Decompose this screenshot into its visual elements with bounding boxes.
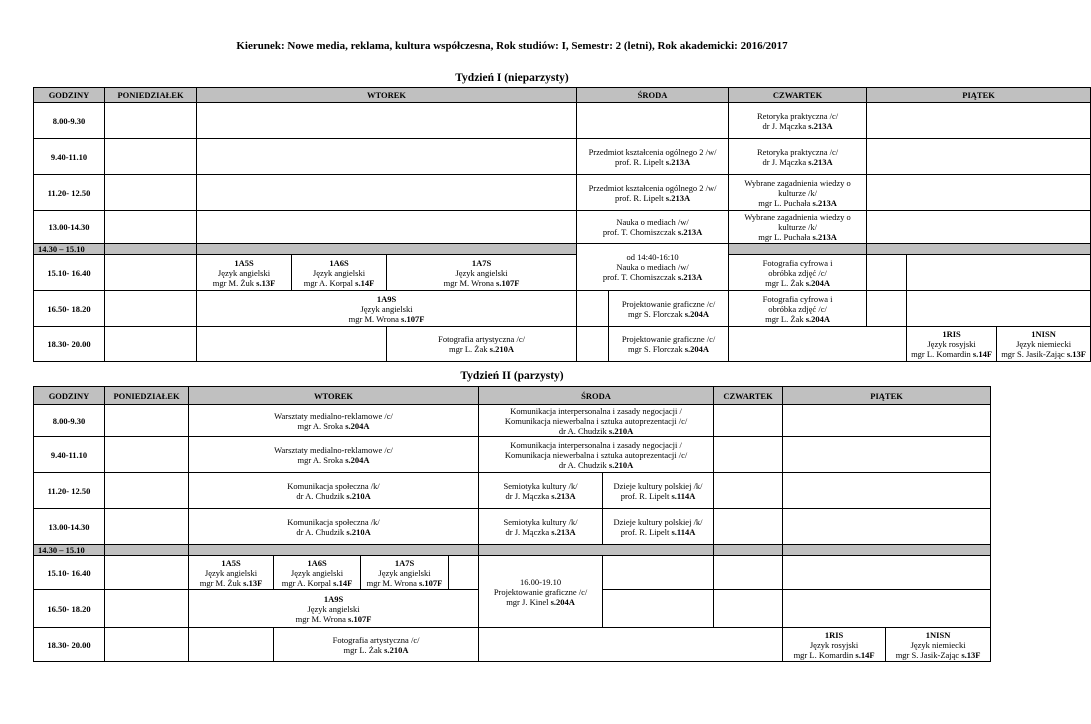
header-sroda: ŚRODA [479,387,714,405]
group-cell: 1A6S Język angielski mgr A. Korpal s.14F [274,556,361,590]
break-slot: 14.30 – 15.10 [34,545,105,556]
group-cell: 1RIS Język rosyjski mgr L. Komardin s.14F [907,327,997,362]
class-cell: Retoryka praktyczna /c/ dr J. Mączka s.213A [729,103,867,139]
header-poniedzialek: PONIEDZIAŁEK [105,88,197,103]
group-cell: 1A9S Język angielski mgr M. Wrona s.107F [197,291,577,327]
class-cell: Nauka o mediach /w/ prof. T. Chomiszczak s.213A [577,211,729,244]
week2-schedule-table [33,386,991,662]
time-slot: 16.50- 18.20 [34,291,105,327]
group-cell: 1NISN Język niemiecki mgr S. Jasik-Zając s.13F [886,628,991,662]
group-cell: 1A7S Język angielski mgr M. Wrona s.107F [387,255,577,291]
week1-title: Tydzień I (nieparzysty) [455,72,569,84]
group-cell: 1RIS Język rosyjski mgr L. Komardin s.14F [783,628,886,662]
time-slot: 9.40-11.10 [34,437,105,473]
class-cell: Fotografia cyfrowa i obróbka zdjęć /c/ mgr L. Żak s.204A [729,291,867,327]
header-wtorek: WTOREK [197,88,577,103]
class-cell: Fotografia artystyczna /c/ mgr L. Żak s.210A [274,628,479,662]
time-slot: 18.30- 20.00 [34,327,105,362]
header-czwartek: CZWARTEK [714,387,783,405]
document-title: Kierunek: Nowe media, reklama, kultura współczesna, Rok studiów: I, Semestr: 2 (letni), Rok akademicki: 2016/2017 [236,40,788,52]
class-cell: Dzieje kultury polskiej /k/ prof. R. Lipelt s.114A [603,509,714,545]
class-cell: Fotografia cyfrowa i obróbka zdjęć /c/ mgr L. Żak s.204A [729,255,867,291]
class-cell: Retoryka praktyczna /c/ dr J. Mączka s.213A [729,139,867,175]
header-godziny: GODZINY [34,88,105,103]
header-czwartek: CZWARTEK [729,88,867,103]
class-cell: Semiotyka kultury /k/ dr J. Mączka s.213A [479,473,603,509]
class-cell: Warsztaty medialno-reklamowe /c/ mgr A. Sroka s.204A [189,437,479,473]
header-piatek: PIĄTEK [783,387,991,405]
time-slot: 16.50- 18.20 [34,590,105,628]
class-cell: Komunikacja społeczna /k/ dr A. Chudzik s.210A [189,473,479,509]
group-cell: 1A5S Język angielski mgr M. Żuk s.13F [197,255,292,291]
time-slot: 8.00-9.30 [34,405,105,437]
class-cell: Komunikacja interpersonalna i zasady negocjacji / Komunikacja niewerbalna i sztuka autoprezentacji /c/ dr A. Chudzik s.210A [479,405,714,437]
header-poniedzialek: PONIEDZIAŁEK [105,387,189,405]
class-cell: Wybrane zagadnienia wiedzy o kulturze /k/ mgr L. Puchała s.213A [729,175,867,211]
class-cell: od 14:40-16:10 Nauka o mediach /w/ prof. T. Chomiszczak s.213A [577,244,729,291]
time-slot: 8.00-9.30 [34,103,105,139]
group-cell: 1A5S Język angielski mgr M. Żuk s.13F [189,556,274,590]
time-slot: 18.30- 20.00 [34,628,105,662]
class-cell: Komunikacja interpersonalna i zasady negocjacji / Komunikacja niewerbalna i sztuka autoprezentacji /c/ dr A. Chudzik s.210A [479,437,714,473]
time-slot: 15.10- 16.40 [34,556,105,590]
class-cell: Semiotyka kultury /k/ dr J. Mączka s.213A [479,509,603,545]
class-cell: Przedmiot kształcenia ogólnego 2 /w/ prof. R. Lipelt s.213A [577,139,729,175]
header-godziny: GODZINY [34,387,105,405]
time-slot: 9.40-11.10 [34,139,105,175]
class-cell: Projektowanie graficzne /c/ mgr S. Florczak s.204A [609,327,729,362]
class-cell: Wybrane zagadnienia wiedzy o kulturze /k/ mgr L. Puchała s.213A [729,211,867,244]
class-cell: Fotografia artystyczna /c/ mgr L. Żak s.210A [387,327,577,362]
class-cell: Dzieje kultury polskiej /k/ prof. R. Lipelt s.114A [603,473,714,509]
class-cell: Projektowanie graficzne /c/ mgr S. Florczak s.204A [609,291,729,327]
class-cell: Przedmiot kształcenia ogólnego 2 /w/ prof. R. Lipelt s.213A [577,175,729,211]
class-cell: Warsztaty medialno-reklamowe /c/ mgr A. Sroka s.204A [189,405,479,437]
header-sroda: ŚRODA [577,88,729,103]
group-cell: 1NISN Język niemiecki mgr S. Jasik-Zając s.13F [997,327,1091,362]
class-cell: Komunikacja społeczna /k/ dr A. Chudzik s.210A [189,509,479,545]
time-slot: 13.00-14.30 [34,509,105,545]
break-slot: 14.30 – 15.10 [34,244,105,255]
week2-title: Tydzień II (parzysty) [460,370,564,382]
header-piatek: PIĄTEK [867,88,1091,103]
group-cell: 1A9S Język angielski mgr M. Wrona s.107F [189,590,479,628]
time-slot: 13.00-14.30 [34,211,105,244]
group-cell: 1A6S Język angielski mgr A. Korpal s.14F [292,255,387,291]
time-slot: 15.10- 16.40 [34,255,105,291]
time-slot: 11.20- 12.50 [34,175,105,211]
week1-schedule-table [33,87,1091,362]
class-cell: 16.00-19.10 Projektowanie graficzne /c/ mgr J. Kinel s.204A [479,556,603,628]
time-slot: 11.20- 12.50 [34,473,105,509]
header-wtorek: WTOREK [189,387,479,405]
group-cell: 1A7S Język angielski mgr M. Wrona s.107F [361,556,449,590]
